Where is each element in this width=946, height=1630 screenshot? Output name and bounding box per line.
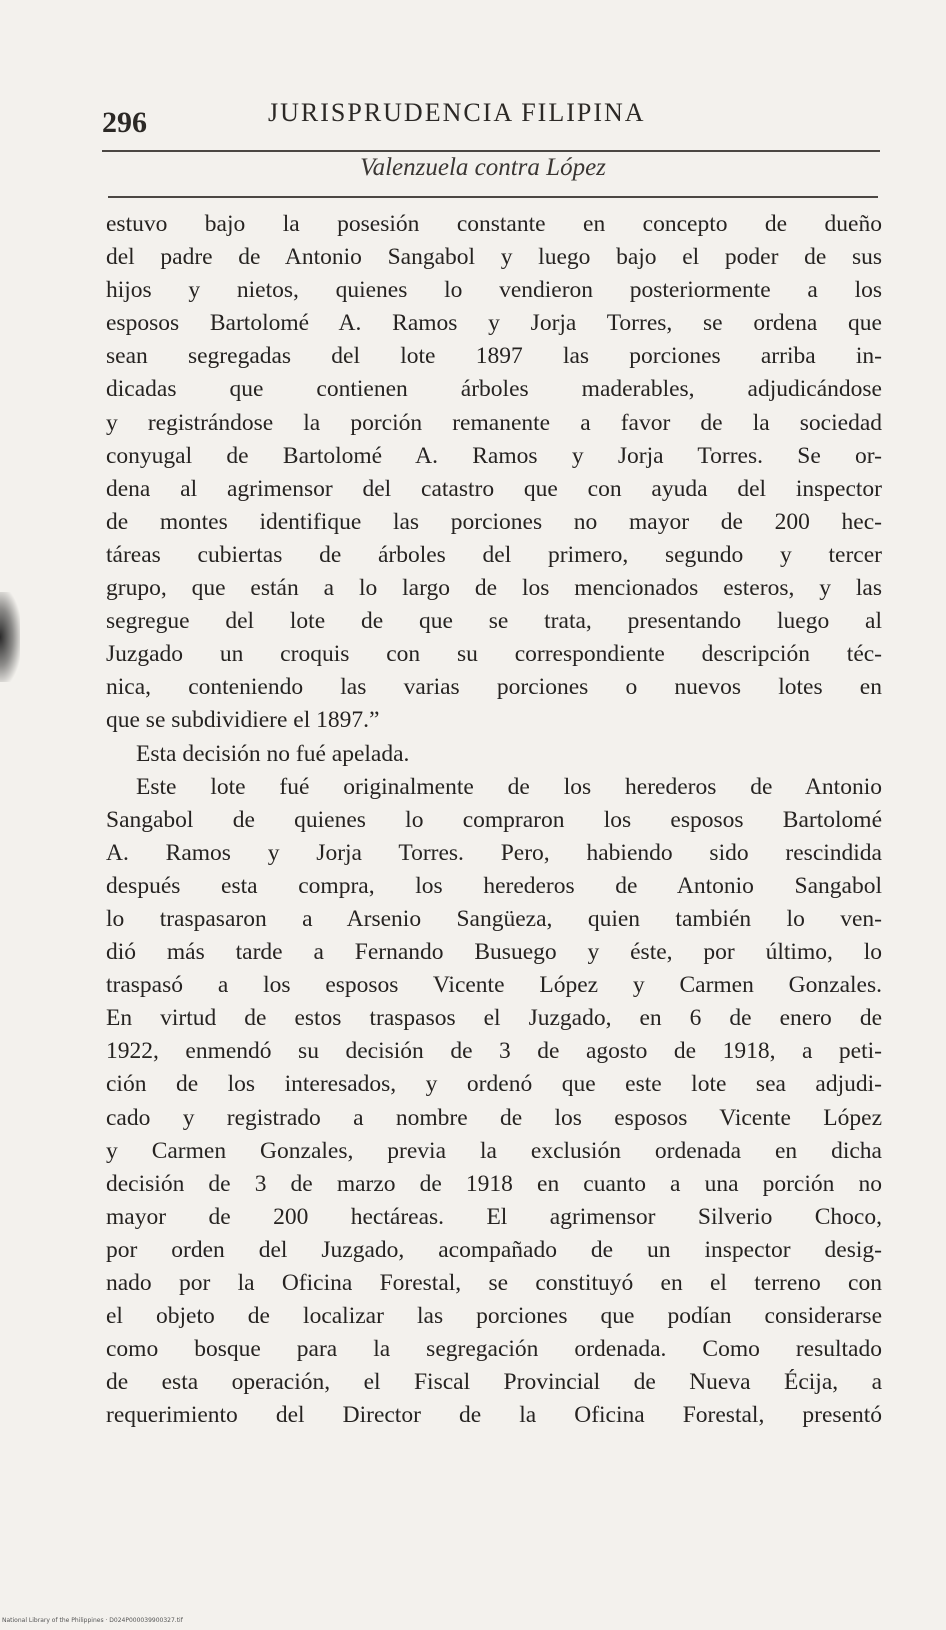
text-line: grupo, que están a lo largo de los mencionados esteros, y las (106, 575, 882, 602)
text-line: Esta decisión no fué apelada. (136, 740, 410, 767)
text-line: Este lote fué originalmente de los herederos de Antonio (136, 773, 882, 800)
text-line: Juzgado un croquis con su correspondiente descripción téc- (106, 641, 882, 668)
text-line: lo traspasaron a Arsenio Sangüeza, quien también lo ven- (106, 905, 882, 932)
text-line: que se subdividiere el 1897.” (106, 707, 380, 734)
text-line: el objeto de localizar las porciones que podían considerarse (106, 1303, 882, 1330)
page-number: 296 (102, 106, 147, 139)
case-title: Valenzuela contra López (360, 154, 606, 181)
running-title: JURISPRUDENCIA FILIPINA (268, 98, 646, 127)
text-line: segregue del lote de que se trata, presentando luego al (106, 608, 882, 635)
text-line: táreas cubiertas de árboles del primero, segundo y tercer (106, 541, 882, 568)
text-line: cado y registrado a nombre de los esposos Vicente López (106, 1104, 882, 1131)
text-line: requerimiento del Director de la Oficina Forestal, presentó (106, 1402, 882, 1429)
header-rule-bottom (108, 196, 878, 198)
text-line: nica, conteniendo las varias porciones o nuevos lotes en (106, 674, 882, 701)
text-line: ción de los interesados, y ordenó que este lote sea adjudi- (106, 1071, 882, 1098)
text-line: y registrándose la porción remanente a favor de la sociedad (106, 409, 882, 436)
text-line: por orden del Juzgado, acompañado de un inspector desig- (106, 1236, 882, 1263)
text-line: A. Ramos y Jorja Torres. Pero, habiendo sido rescindida (106, 839, 882, 866)
text-line: esposos Bartolomé A. Ramos y Jorja Torres, se ordena que (106, 310, 882, 337)
text-line: dió más tarde a Fernando Busuego y éste, por último, lo (106, 939, 882, 966)
text-line: sean segregadas del lote 1897 las porciones arriba in- (106, 343, 882, 370)
header-rule-top (102, 150, 880, 152)
text-line: conyugal de Bartolomé A. Ramos y Jorja Torres. Se or- (106, 442, 882, 469)
scan-credit: National Library of the Philippines · D024P000039900327.tif (2, 1617, 183, 1624)
text-line: En virtud de estos traspasos el Juzgado, en 6 de enero de (106, 1005, 882, 1032)
text-line: dicadas que contienen árboles maderables, adjudicándose (106, 376, 882, 403)
text-line: y Carmen Gonzales, previa la exclusión ordenada en dicha (106, 1137, 882, 1164)
text-line: nado por la Oficina Forestal, se constituyó en el terreno con (106, 1270, 882, 1296)
text-line: Sangabol de quienes lo compraron los esposos Bartolomé (106, 806, 882, 833)
text-line: decisión de 3 de marzo de 1918 en cuanto a una porción no (106, 1170, 882, 1197)
text-line: después esta compra, los herederos de Antonio Sangabol (106, 872, 882, 899)
text-line: dena al agrimensor del catastro que con ayuda del inspector (106, 475, 882, 502)
text-line: estuvo bajo la posesión constante en concepto de dueño (106, 211, 882, 237)
text-line: traspasó a los esposos Vicente López y Carmen Gonzales. (106, 972, 882, 999)
body-text (106, 208, 882, 1432)
text-line: del padre de Antonio Sangabol y luego bajo el poder de sus (106, 244, 882, 271)
text-line: como bosque para la segregación ordenada. Como resultado (106, 1336, 882, 1363)
text-line: de esta operación, el Fiscal Provincial de Nueva Écija, a (106, 1369, 882, 1396)
binding-shadow (0, 592, 20, 682)
text-line: 1922, enmendó su decisión de 3 de agosto de 1918, a peti- (106, 1038, 882, 1065)
text-line: de montes identifique las porciones no mayor de 200 hec- (106, 508, 882, 535)
text-line: mayor de 200 hectáreas. El agrimensor Silverio Choco, (106, 1203, 882, 1230)
text-line: hijos y nietos, quienes lo vendieron posteriormente a los (106, 277, 882, 304)
